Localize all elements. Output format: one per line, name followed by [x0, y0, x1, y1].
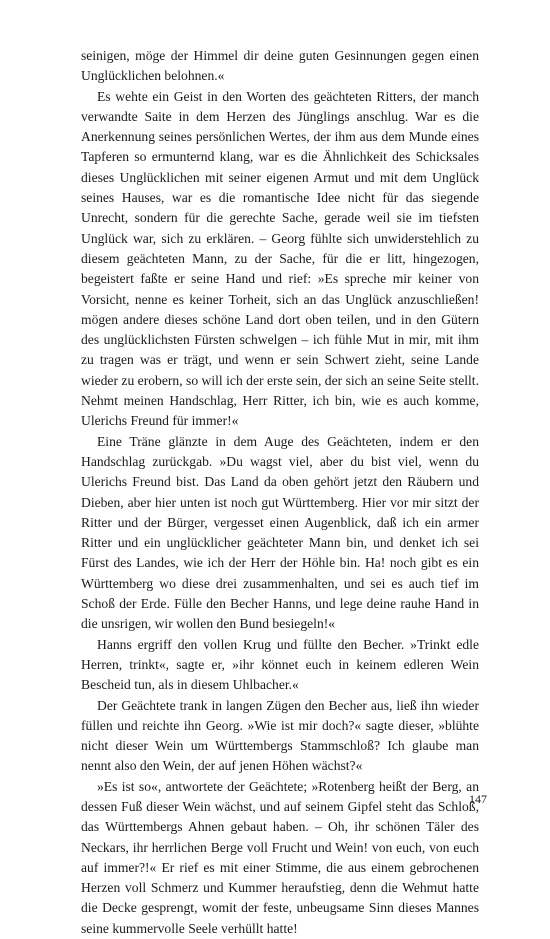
paragraph: seinigen, möge der Himmel dir deine guten Gesinnungen gegen einen Unglücklichen belohnen.«	[81, 48, 479, 84]
page-number: 147	[469, 792, 487, 806]
paragraph: Der Geächtete trank in langen Zügen den Becher aus, ließ ihn wieder füllen und reichte ihn Georg. »Wie ist mir doch?« sagte dieser, »blühte nicht dieser Wein um Württembergs Stammschloß? Ich glaube man nennt also den Wein, der auf jenen Höhen wächst?«	[81, 697, 479, 774]
body-text	[81, 46, 479, 939]
paragraph: Hanns ergriff den vollen Krug und füllte den Becher. »Trinkt edle Herren, trinkt«, sagte er, »ihr könnet euch in keinem edleren Wein Bescheid tun, als in diesem Uhlbacher.«	[81, 636, 479, 693]
paragraph: Es wehte ein Geist in den Worten des geächteten Ritters, der manch verwandte Saite in dem Herzen des Jünglings anschlug. War es die Anerkennung seines persönlichen Wertes, der ihm aus dem Munde eines Tapferen so ermunternd klang, war es die Ähnlichkeit des Schicksales dieses Unglücklichen mit seiner eigenen Armut und mit dem Unglück seines Hauses, war es die romantische Idee nicht für das siegende Unrecht, sondern für die gerechte Sache, gerade weil sie im tiefsten Unglück war, sich zu erklären. – Georg fühlte sich unwiderstehlich zu diesem geächteten Mann, zu der Sache, für die er litt, hingezogen, begeistert faßte er seine Hand und rief: »Es spreche mir keiner von Vorsicht, nenne es keiner Torheit, sich an das Unglück anzuschließen! mögen andere dieses schöne Land dort oben teilen, und in den Gütern des unglücklichsten Fürsten schwelgen – ich fühle Mut in mir, mit ihm zu tragen was er trägt, und wenn er sein Schwert zieht, seine Lande wieder zu erobern, so will ich der erste sein, der sich an seine Seite stellt. Nehmt meinen Handschlag, Herr Ritter, ich bin, wie es auch komme, Ulerichs Freund für immer!«	[81, 88, 479, 429]
paragraph: Eine Träne glänzte in dem Auge des Geächteten, indem er den Handschlag zurückgab. »Du wagst viel, aber du bist viel, wenn du Ulerichs Freund bist. Das Land da oben gehört jetzt den Räubern und Dieben, aber hier unten ist noch gut Württemberg. Hier vor mir sitzt der Ritter und der Bürger, vergesset einen Augenblick, daß ich ein armer Ritter und ein unglücklicher geächteter Mann bin, und denket ich sei Fürst des Landes, wie ich der Herr der Höhle bin. Ha! noch gibt es ein Württemberg wo diese drei zusammenhalten, und sei es auch tief im Schoß der Erde. Fülle den Becher Hanns, und lege deine rauhe Hand in die unsrigen, wir wollen den Bund besiegeln!«	[81, 433, 479, 632]
paragraph: »Es ist so«, antwortete der Geächtete; »Rotenberg heißt der Berg, an dessen Fuß dieser Wein wächst, und auf seinem Gipfel steht das Schloß, das Württembergs Ahnen gebaut haben. – Oh, ihr schönen Täler des Neckars, ihr herrlichen Berge voll Frucht und Wein! von euch, von euch auf immer?!« Er rief es mit einer Stimme, die aus einem gebrochenen Herzen voll Schmerz und Kummer heraufstieg, denn die Wehmut hatte die Decke gesprengt, womit der feste, unbeugsame Sinn dieses Mannes seine kummervolle Seele verhüllt hatte!	[81, 778, 479, 936]
